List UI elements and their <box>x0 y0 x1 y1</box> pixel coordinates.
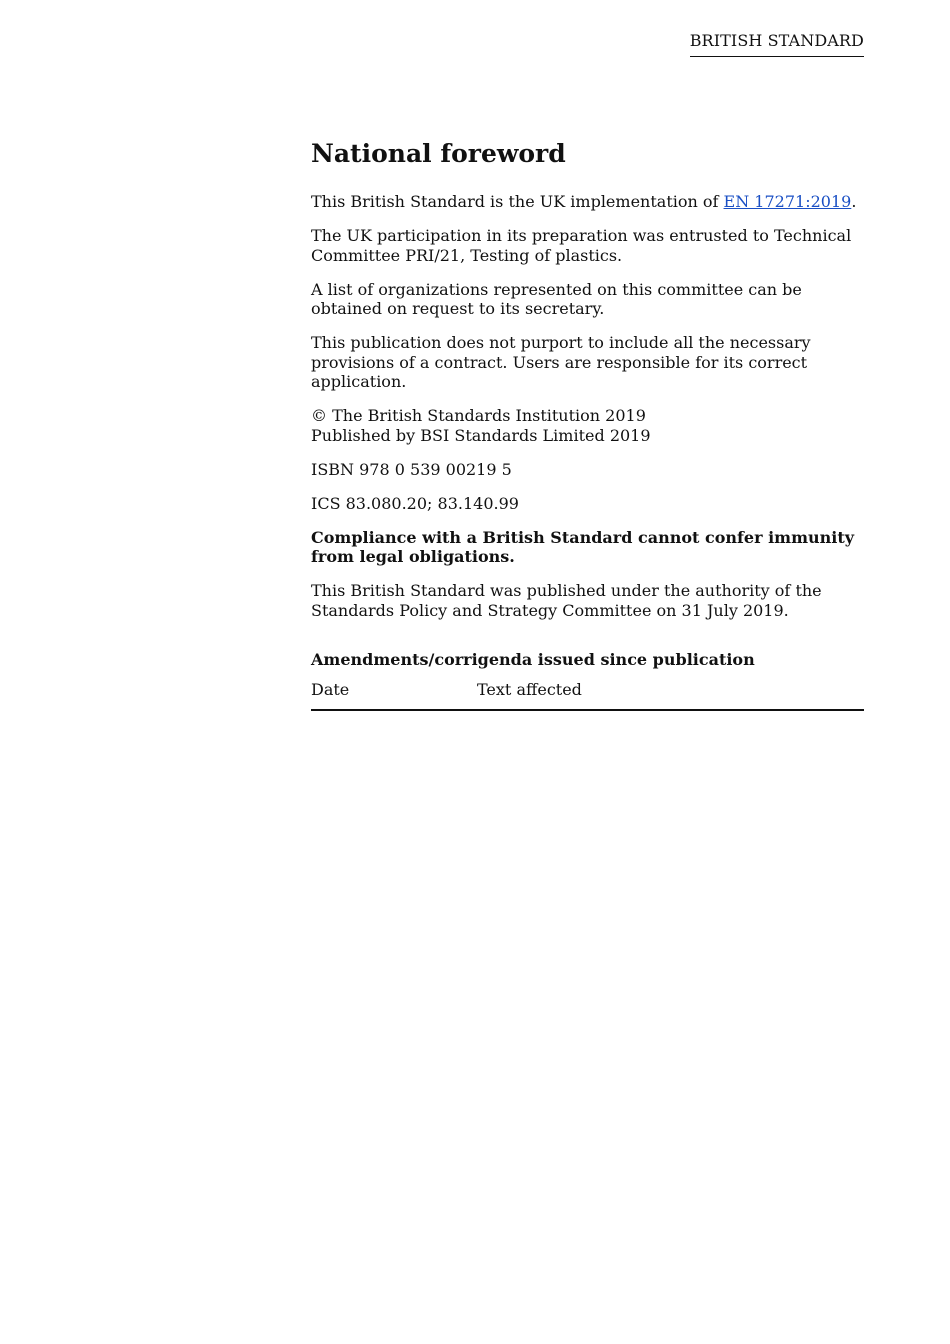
amendments-header-row <box>311 680 864 710</box>
intro-text: This British Standard is the UK implementation of <box>311 192 724 211</box>
copyright-block <box>311 406 864 445</box>
standard-link[interactable]: EN 17271:2019 <box>723 192 852 211</box>
national-foreword-section <box>311 138 864 711</box>
isbn-line: ISBN 978 0 539 00219 5 <box>311 459 512 479</box>
authority-paragraph: This British Standard was published under the authority of the Standards Policy and Strategy Committee on 31 July 2019. <box>311 581 822 620</box>
provisions-paragraph: This publication does not purport to include all the necessary provisions of a contract. Users are responsible for its correct application. <box>311 333 811 391</box>
column-header-text-affected: Text affected <box>477 680 864 710</box>
copyright-line: © The British Standards Institution 2019 <box>311 406 646 425</box>
page-title: National foreword <box>311 139 566 168</box>
column-header-date: Date <box>311 680 477 710</box>
organizations-paragraph: A list of organizations represented on this committee can be obtained on request to its secretary. <box>311 279 802 318</box>
intro-paragraph <box>311 192 864 212</box>
publisher-line: Published by BSI Standards Limited 2019 <box>311 425 651 445</box>
amendments-heading: Amendments/corrigenda issued since publication <box>311 650 755 669</box>
intro-suffix: . <box>851 192 857 211</box>
ics-line: ICS 83.080.20; 83.140.99 <box>311 493 519 513</box>
compliance-statement: Compliance with a British Standard cannot confer immunity from legal obligations. <box>311 527 855 566</box>
document-type-label: BRITISH STANDARD <box>690 31 864 57</box>
participation-paragraph: The UK participation in its preparation was entrusted to Technical Committee PRI/21, Testing of plastics. <box>311 226 852 265</box>
amendments-table <box>311 680 864 711</box>
